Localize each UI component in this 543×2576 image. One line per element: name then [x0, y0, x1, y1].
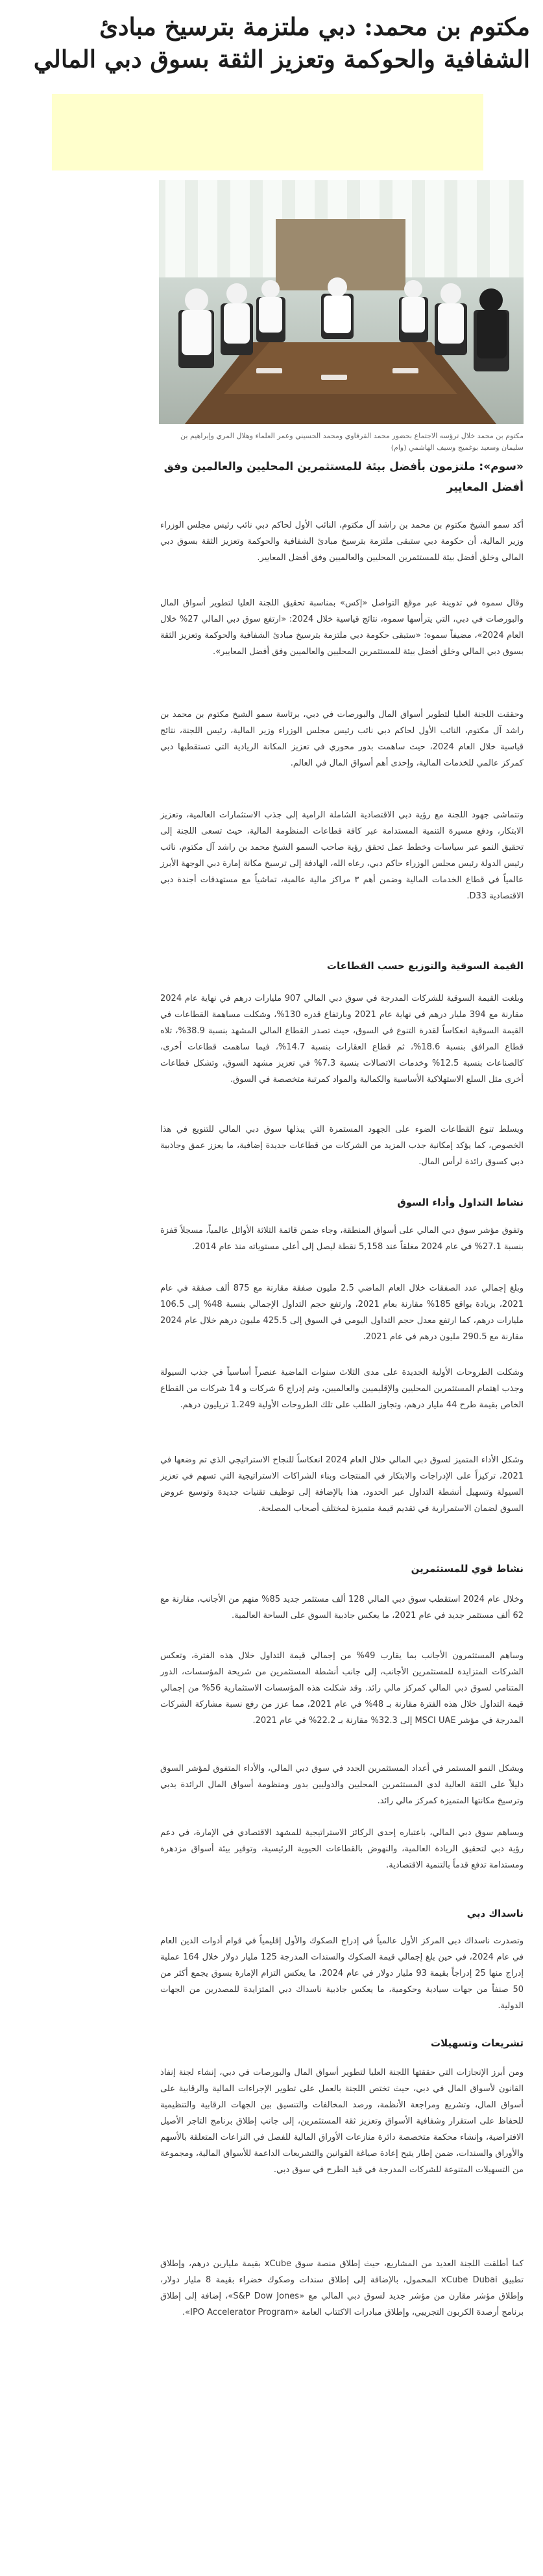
- section-title-investors: نشاط قوي للمستثمرين: [411, 1563, 524, 1575]
- paragraph-4: وتتماشى جهود اللجنة مع رؤية دبي الاقتصادية الشاملة الرامية إلى جذب الاستثمارات العالمية، وتعزيز الابتكار، ودفع مسيرة التنمية المستدامة عبر كافة قطاعات المنظومة المالية، حيث تسعى اللجنة إلى تحقيق النمو عبر سياسات وخطط عمل تحقق رؤية صاحب السمو الشيخ محمد بن راشد آل مكتوم، نائب رئيس الدولة رئيس مجلس الوزراء حاكم دبي، رعاه الله، الهادفة إلى ترسيخ مكانة إمارة دبي الوجهة الأبرز عالمياً في قطاع الخدمات المالية وضمن أهم ٣ مراكز مالية عالمية، تماشياً مع مستهدفات أجندة دبي الاقتصادية D33.: [160, 810, 524, 901]
- paragraph-12: وساهم المستثمرون الأجانب بما يقارب 49% من إجمالي قيمة التداول خلال هذه الفترة، وتعكس الشركات المتزايدة للمستثمرين الأجانب، إلى جانب أنشطة المستثمرين من شريحة المؤسسات، الدور المتنامي لسوق دبي المالي كمركز مالي رائد. وقد شكلت هذه المؤسسات الاستثمارية 56% من إجمالي قيمة التداول خلال هذه الفترة مقارنة بـ 48% في عام 2021، مما عزز من رفع نسبة مشاركة الشركات المدرجة في مؤشر MSCI UAE إلى 32.3% مقارنة بـ 22.2% في عام 2021.: [160, 1651, 524, 1726]
- photo-credit: (وام): [391, 443, 407, 452]
- article-photo: [159, 180, 524, 424]
- meeting-room-illustration: [159, 180, 524, 424]
- article-subhead: «سوم»: ملتزمون بأفضل بيئة للمستثمرين المحليين والعالمين وفق أفضل المعايير: [163, 460, 524, 494]
- paragraph-3: وحققت اللجنة العليا لتطوير أسواق المال والبورصات في دبي، برئاسة سمو الشيخ مكتوم بن محمد بن راشد آل مكتوم، النائب الأول لحاكم دبي نائب رئيس مجلس الوزراء وزير المالية، رئيس اللجنة، نتائج قياسية خلال العام 2024، حيث ساهمت بدور محوري في تعزيز المكانة الريادية التي تستقطبها دبي كمركز عالمي للخدمات المالية، وإحدى أهم أسواق المال في العالم.: [160, 710, 524, 768]
- paragraph-13: ويشكل النمو المستمر في أعداد المستثمرين الجدد في سوق دبي المالي، والأداء المتفوق لمؤشر السوق دليلاً على الثقة العالية لدى المستثمرين المحليين والدوليين بدور ومنظومة أسواق المال الرائدة بدبي وترسيخ مكانتها المتميزة كمركز مالي رائد.: [160, 1764, 524, 1806]
- paragraph-9: وشكلت الطروحات الأولية الجديدة على مدى الثلاث سنوات الماضية عنصراً أساسياً في جذب السيولة وجذب اهتمام المستثمرين المحليين والإقليميين والعالميين، وتم إدراج 6 شركات و 14 شركات من القطاع الخاص بقيمة طرح 44 مليار درهم، وتجاوز الطلب على تلك الطروحات الأولية 1.249 تريليون درهم.: [160, 1368, 524, 1410]
- article-headline: مكتوم بن محمد: دبي ملتزمة بترسيخ مبادئ الشفافية والحوكمة وتعزيز الثقة بسوق دبي المالي: [33, 12, 530, 73]
- paragraph-8: وبلغ إجمالي عدد الصفقات خلال العام الماضي 2.5 مليون صفقة مقارنة مع 875 ألف صفقة في عام 2021، بزيادة بواقع 185% مقارنة بعام 2021، وارتفع حجم التداول الإجمالي بنسبة 48% إلى 106.5 مليارات درهم، كما ارتفع معدل حجم التداول اليومي في السوق إلى 425.5 مليون درهم خلال عام 2024 مقارنة مع 290.5 مليون درهم في عام 2021.: [160, 1283, 524, 1342]
- advertisement-placeholder: [52, 94, 483, 170]
- section-title-market-value: القيمة السوقية والتوزيع حسب القطاعات: [326, 960, 524, 972]
- section-title-trading: نشاط التداول وأداء السوق: [397, 1197, 524, 1208]
- photo-caption-text: مكتوم بن محمد خلال ترؤسه الاجتماع بحضور محمد القرقاوي ومحمد الحسيني وعمر العلماء وهلال المري وإبراهيم بن سليمان وسعيد بوغميج وسيف الهاشمي: [180, 432, 524, 452]
- paragraph-11: وخلال عام 2024 استقطب سوق دبي المالي 128 ألف مستثمر جديد 85% منهم من الأجانب، مقارنة مع 62 ألف مستثمر جديد في عام 2021، ما يعكس جاذبية السوق على الساحة العالمية.: [160, 1595, 524, 1621]
- paragraph-15: وتصدرت ناسداك دبي المركز الأول عالمياً في إدراج الصكوك والأول إقليمياً في قوام أدوات الدين العام في عام 2024، في حين بلغ إجمالي قيمة الصكوك والسندات المدرجة 125 مليار دولار خلال 164 عملية إدراج منها 25 إدراجاً بقيمة 93 مليار دولار في عام 2024، ما يعكس التزام الإمارة بسوق يجمع أكثر من 50 صنفاً من جهات سيادية وحكومية، ما يعكس جاذبية ناسداك دبي المتزايدة للمصدرين من الجهات الدولية.: [160, 1936, 524, 2011]
- paragraph-17: كما أطلقت اللجنة العديد من المشاريع، حيث إطلاق منصة سوق xCube بقيمة مليارين درهم، وإطلاق تطبيق xCube Dubai المحمول، بالإضافة إلى إطلاق سندات وصكوك خضراء بقيمة 8 مليار دولار، وإطلاق مؤشر مقارن من مؤشر جديد لسوق دبي المالي مع «S&P Dow Jones»، إضافة إلى إطلاق برنامج أرصدة الكربون التجريبي، وإطلاق مبادرات الاكتتاب العامة «IPO Accelerator Program».: [160, 2259, 524, 2317]
- paragraph-7: وتفوق مؤشر سوق دبي المالي على أسواق المنطقة، وجاء ضمن قائمة الثلاثة الأوائل عالمياً، مسجلاً قفزة بنسبة 27.1% في عام 2024 مغلقاً عند 5,158 نقطة ليصل إلى أعلى مستوياته منذ عام 2014.: [160, 1226, 524, 1252]
- paragraph-16: ومن أبرز الإنجازات التي حققتها اللجنة العليا لتطوير أسواق المال والبورصات في دبي، إنشاء لجنة إنفاذ القانون لأسواق المال في دبي، حيث تختص اللجنة بالعمل على تطوير الإجراءات المالية والرقابية على أسواق المال، وتشريع ومراجعة الأنظمة، ورصد المخالفات والتنسيق بين الجهات الرقابية والتنظيمية للحفاظ على استقرار وشفافية الأسواق وتعزيز ثقة المستثمرين، إلى جانب إطلاق برنامج التاجر الأصيل الافتراضية، وإنشاء محكمة متخصصة دائرة منازعات الأوراق المالية للفصل في النزاعات المتعلقة بالأسهم والأوراق والسندات، ضمن إطار يتيح إعادة صياغة القوانين والتشريعات الداعمة للأسواق المالية، ومجموعة من التسهيلات المتنوعة للشركات المدرجة في قيد الطرح في سوق دبي.: [160, 2068, 524, 2175]
- paragraph-10: وشكل الأداء المتميز لسوق دبي المالي خلال العام 2024 انعكاساً للنجاح الاستراتيجي الذي تم وضعها في 2021، تركيزاً على الإدراجات والابتكار في المنتجات وبناء الشراكات الاستراتيجية التي تسهم في تعزيز السيولة وتسهيل أنشطة التداول عبر الحدود، هذا بالإضافة إلى توظيف تقنيات جديدة وتوسيع عروض السوق لضمان الاستمرارية في تقديم قيمة متميزة لمختلف أصحاب المصلحة.: [160, 1455, 524, 1514]
- paragraph-14: ويساهم سوق دبي المالي، باعتباره إحدى الركائز الاستراتيجية للمشهد الاقتصادي في الإمارة، في دعم رؤية دبي لتحقيق الريادة العالمية، والنهوض بالقطاعات الحيوية الرئيسية، وتوفير بيئة أسواق مزدهرة ومستدامة تدفع قدماً بالتنمية الاقتصادية.: [160, 1828, 524, 1870]
- paragraph-1: أكد سمو الشيخ مكتوم بن محمد بن راشد آل مكتوم، النائب الأول لحاكم دبي نائب رئيس مجلس الوزراء وزير المالية، أن حكومة دبي ستبقى ملتزمة بترسيخ مبادئ الشفافية والحوكمة وتعزيز الثقة بسوق دبي المالي وخلق أفضل بيئة للمستثمرين المحليين والعالميين وفق أفضل المعايير.: [160, 521, 524, 563]
- section-title-nasdaq-dubai: ناسداك دبي: [466, 1908, 524, 1919]
- paragraph-2: وقال سموه في تدوينة عبر موقع التواصل «إكس» بمناسبة تحقيق اللجنة العليا لتطوير أسواق المال والبورصات في دبي، التي يترأسها سموه، نتائج قياسية خلال 2024: «ارتفع سوق دبي المالي 27% خلال العام 2024»، مضيفاً سموه: «ستبقى حكومة دبي ملتزمة بترسيخ مبادئ الشفافية والحوكمة وتعزيز الثقة بسوق دبي المالي وخلق أفضل بيئة للمستثمرين المحليين والعالميين وفق أفضل المعايير».: [160, 598, 524, 657]
- photo-caption: [160, 430, 524, 454]
- section-title-legislation: تشريعات وتسهيلات: [431, 2037, 524, 2049]
- paragraph-6: ويسلط تنوع القطاعات الضوء على الجهود المستمرة التي يبذلها سوق دبي المالي للتنويع في هذا الخصوص، كما يؤكد إمكانية جذب المزيد من الشركات من قطاعات جديدة إضافية، ما يعزز عمق وجاذبية دبي كسوق رائدة لرأس المال.: [160, 1125, 524, 1167]
- paragraph-5: وبلغت القيمة السوقية للشركات المدرجة في سوق دبي المالي 907 مليارات درهم في نهاية عام 2024 مقارنة مع 394 مليار درهم في نهاية عام 2021 وبارتفاع قدره 130%، وشكلت مساهمة القطاعات في القيمة السوقية انعكاساً لقدرة التنوع في السوق، حيث تصدر القطاع المالي المشهد بنسبة 38.9%، تلاه قطاع المرافق بنسبة 18.6%، ثم قطاع العقارات بنسبة 14.7%، فيما ساهمت قطاعات أخرى، كالصناعات بنسبة 12.5% وخدمات الاتصالات بنسبة 7.3% في تعزيز مشهد السوق، وتشكل قطاعات أخرى مثل السلع الاستهلاكية الأساسية والكمالية والمواد كمرتبة متخصصة في السوق.: [160, 994, 524, 1084]
